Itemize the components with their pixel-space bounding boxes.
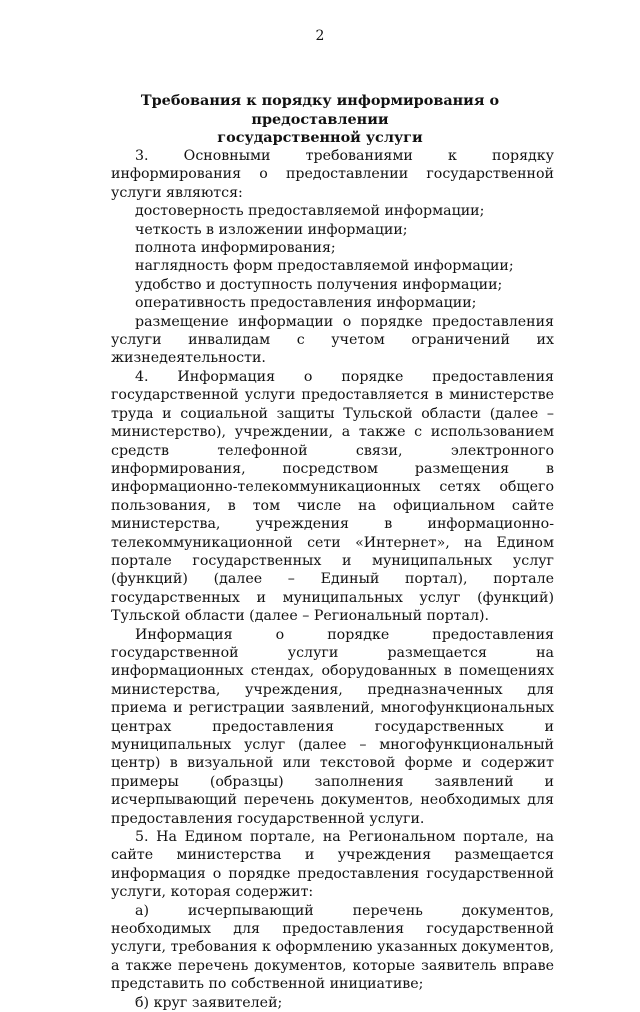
- list-item-completeness: полнота информирования;: [135, 240, 336, 257]
- section-heading: [118, 92, 522, 148]
- list-item-clarity: четкость в изложении информации;: [135, 221, 408, 238]
- paragraph-3-intro: 3. Основными требованиями к порядку информирования о предоставлении государственной услуги являются:: [111, 148, 554, 201]
- list-item-visibility: наглядность форм предоставляемой информации;: [135, 258, 514, 275]
- list-item-accessibility: удобство и доступность получения информации;: [135, 276, 503, 293]
- paragraph-5-b: б) круг заявителей;: [135, 994, 283, 1011]
- paragraph-4-stands: Информация о порядке предоставления государственной услуги размещается на информационных стендах, оборудованных в помещениях министерства, учреждения, предназначенных для приема и регистрации заявлений, многофункциональных центрах предоставления государственных и муниципальных услуг (далее – многофункциональный центр) в визуальной или текстовой форме и содержит примеры (образцы) заполнения заявлений и исчерпывающий перечень документов, необходимых для предоставления государственной услуги.: [111, 626, 554, 827]
- section-heading-line-2: государственной услуги: [217, 129, 423, 147]
- list-item-reliability: достоверность предоставляемой информации;: [135, 203, 485, 220]
- paragraph-4: 4. Информация о порядке предоставления государственной услуги предоставляется в министерстве труда и социальной защиты Тульской области (далее – министерство), учреждении, а также с использованием средств телефонной связи, электронного информирования, посредством размещения в информационно-телекоммуникационных сетях общего пользования, в том числе на официальном сайте министерства, учреждения в информационно-телекоммуникационной сети «Интернет», на Едином портале государственных и муниципальных услуг (функций) (далее – Единый портал), портале государственных и муниципальных услуг (функций) Тульской области (далее – Региональный портал).: [111, 368, 554, 625]
- section-heading-line-1: Требования к порядку информирования о предоставлении: [140, 92, 500, 128]
- paragraph-5-a: а) исчерпывающий перечень документов, необходимых для предоставления государственной услуги, требования к оформлению указанных документов, а также перечень документов, которые заявитель вправе представить по собственной инициативе;: [111, 902, 554, 993]
- list-item-promptness: оперативность предоставления информации;: [135, 295, 477, 312]
- list-item-disabled-info: размещение информации о порядке предоставления услуги инвалидам с учетом ограничений их жизнедеятельности.: [111, 313, 554, 367]
- document-body: [111, 147, 554, 1012]
- paragraph-5: 5. На Едином портале, на Региональном портале, на сайте министерства и учреждения размещается информация о порядке предоставления государственной услуги, которая содержит:: [111, 829, 554, 901]
- page-number: 2: [315, 28, 325, 44]
